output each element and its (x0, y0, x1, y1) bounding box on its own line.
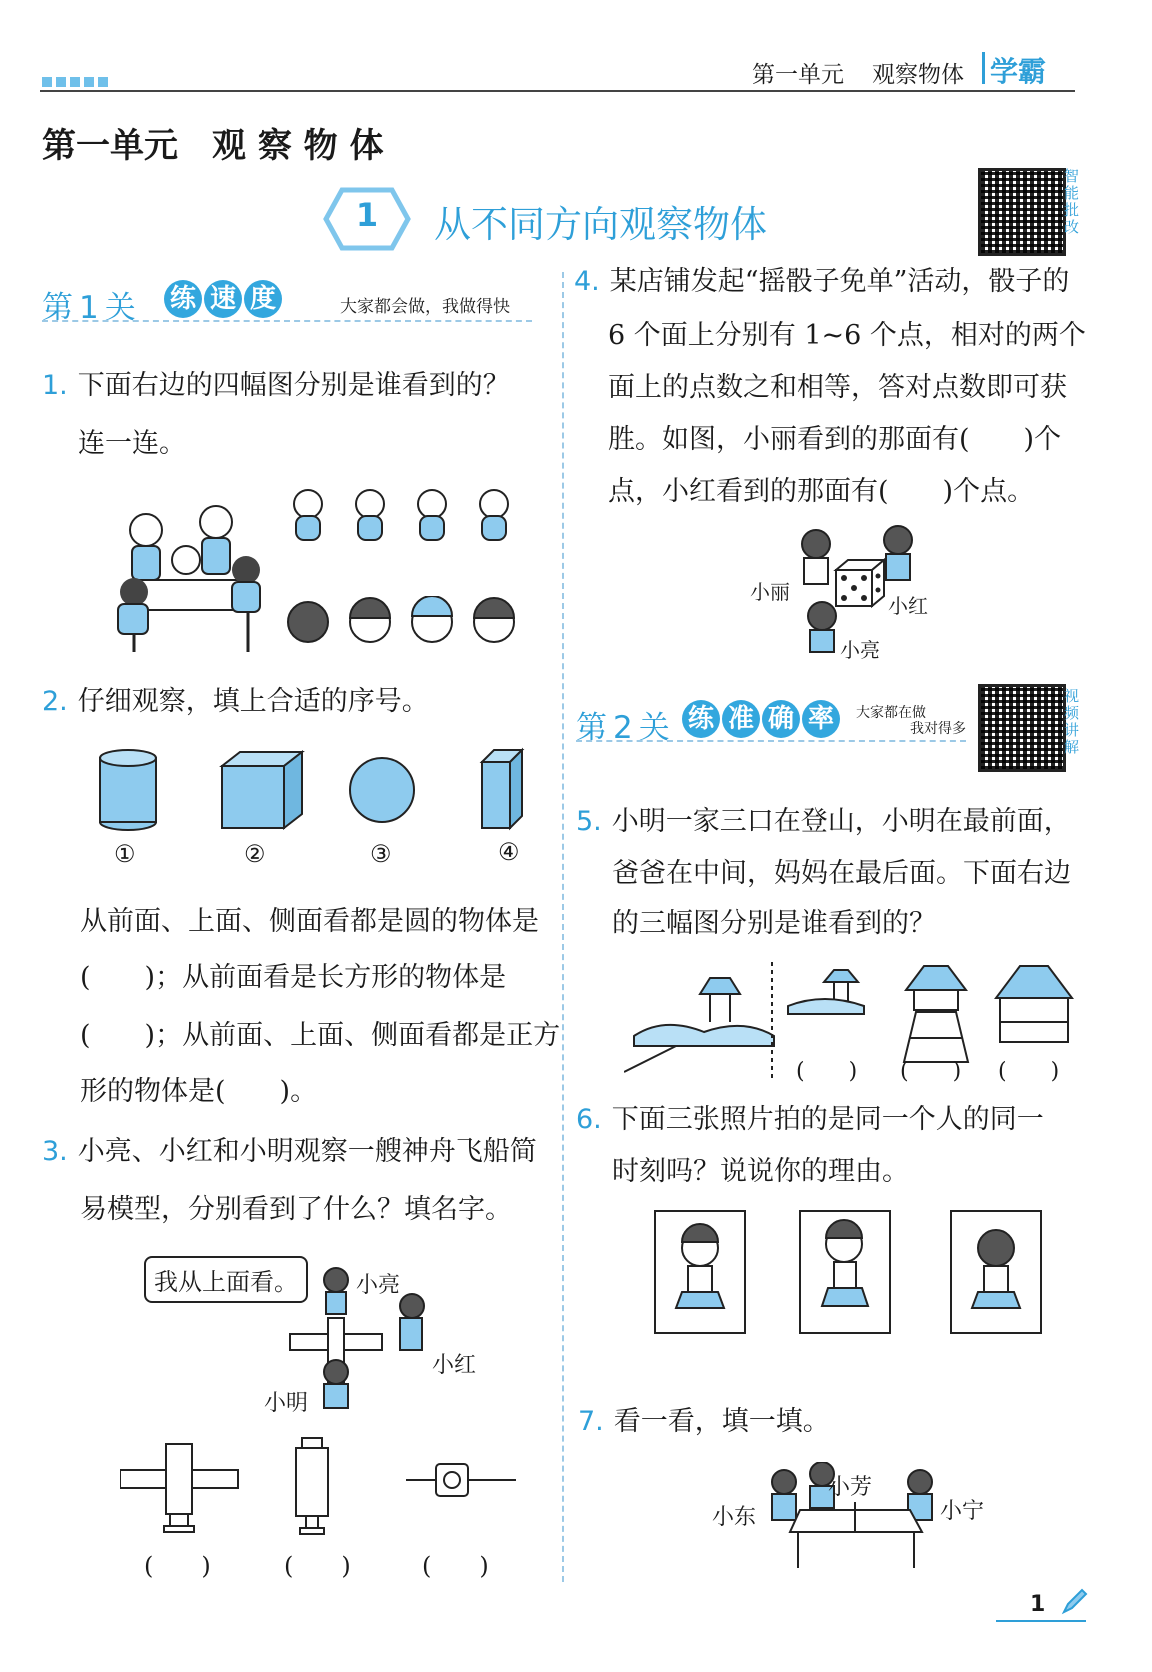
header-topic: 观察物体 (872, 62, 964, 88)
q2-line-1: 从前面、上面、侧面看都是圆的物体是 (80, 906, 539, 937)
column-divider (562, 272, 564, 1582)
level2-heading: 第 2 关 (576, 710, 670, 746)
q1-bear-views (282, 486, 522, 546)
q4-line-4: 胜。如图，小丽看到的那面有( )个 (608, 424, 1062, 455)
q6-photos (654, 1210, 1044, 1336)
q3-text: 3. 小亮、小红和小明观察一艘神舟飞船简 (42, 1136, 537, 1167)
level1-badges (164, 280, 284, 318)
q6-line-2: 时刻吗？说说你的理由。 (612, 1156, 909, 1187)
q5-line-3: 的三幅图分别是谁看到的？ (612, 908, 936, 939)
header-divider (982, 52, 985, 84)
level2-slogan-2: 我对得多 (910, 721, 966, 737)
level2-badge: 练 (682, 700, 720, 738)
level2-badge: 准 (722, 700, 760, 738)
footer-rule (996, 1620, 1086, 1622)
q3-scene-illustration (288, 1262, 438, 1412)
level1-rule (42, 320, 532, 322)
q5-blank-1[interactable]: ( ) (796, 1059, 858, 1084)
q3-speech-bubble: 我从上面看。 (144, 1256, 308, 1303)
q2-label-2: ② (244, 840, 266, 868)
level1-badge: 练 (164, 280, 202, 318)
header-unit: 第一单元 (752, 62, 844, 88)
q1-children-heads (282, 596, 522, 652)
q3-name-xiaoming: 小明 (264, 1391, 309, 1416)
q1-text: 1. 下面右边的四幅图分别是谁看到的？ (42, 370, 510, 401)
q3-blank-2[interactable]: ( ) (284, 1552, 351, 1580)
q7-name-xiaofang: 小芳 (828, 1475, 873, 1500)
q2-line-4: 形的物体是( )。 (80, 1076, 318, 1107)
level2-slogan-1: 大家都在做 (856, 705, 926, 721)
q4-name-xiaoliang: 小亮 (840, 638, 880, 662)
q3-name-xiaohong: 小红 (432, 1353, 477, 1378)
q1-text-2: 连一连。 (78, 428, 186, 459)
header-deco (42, 72, 108, 91)
q4-line-2: 6 个面上分别有 1~6 个点，相对的两个 (608, 320, 1086, 351)
q4-name-xiaohong: 小红 (888, 594, 928, 618)
q3-text-2: 易模型，分别看到了什么？填名字。 (80, 1194, 512, 1225)
q3-blank-1[interactable]: ( ) (144, 1552, 211, 1580)
q2-label-4: ④ (498, 838, 520, 866)
level1-slogan: 大家都会做，我做得快 (340, 297, 510, 317)
qr-code-top[interactable] (978, 168, 1066, 256)
lesson-title: 从不同方向观察物体 (434, 203, 767, 246)
q1-scene-illustration (106, 500, 266, 660)
q7-name-xiaoning: 小宁 (940, 1499, 985, 1524)
q6-line-1: 6. 下面三张照片拍的是同一个人的同一 (576, 1104, 1044, 1135)
q3-view-options (120, 1428, 530, 1548)
header-rule (40, 90, 1075, 92)
level1-heading: 第 1 关 (42, 290, 136, 326)
q4-name-xiaoli: 小丽 (750, 580, 790, 604)
level1-badge: 速 (204, 280, 242, 318)
q7-text: 7. 看一看，填一填。 (578, 1406, 830, 1437)
level2-badge: 率 (802, 700, 840, 738)
q5-blank-3[interactable]: ( ) (998, 1059, 1060, 1084)
page-title: 第一单元 观 察 物 体 (42, 126, 384, 166)
q2-label-3: ③ (370, 840, 392, 868)
page-number: 1 (1030, 1592, 1046, 1617)
lesson-number: 1 (355, 196, 379, 234)
qr-label-mid: 视频讲解 (1064, 687, 1080, 756)
level1-badge: 度 (244, 280, 282, 318)
q5-blank-2[interactable]: ( ) (900, 1059, 962, 1084)
q2-line-2: ( )；从前面看是长方形的物体是 (80, 962, 507, 993)
pencil-icon (1060, 1588, 1088, 1616)
q2-label-1: ① (114, 840, 136, 868)
level2-rule (576, 740, 966, 742)
header-brand: 学霸 (990, 55, 1047, 88)
q4-line-3: 面上的点数之和相等，答对点数即可获 (608, 372, 1067, 403)
q4-line-1: 4. 某店铺发起“摇骰子免单”活动，骰子的 (574, 266, 1070, 297)
q2-solids (90, 744, 540, 834)
q5-line-2: 爸爸在中间，妈妈在最后面。下面右边 (612, 858, 1071, 889)
q3-name-xiaoliang: 小亮 (356, 1273, 401, 1298)
q7-name-xiaodong: 小东 (712, 1505, 757, 1530)
q3-blank-3[interactable]: ( ) (422, 1552, 489, 1580)
qr-code-mid[interactable] (978, 684, 1066, 772)
q4-line-5: 点，小红看到的那面有( )个点。 (608, 476, 1035, 507)
q2-text: 2. 仔细观察，填上合适的序号。 (42, 686, 429, 717)
q2-line-3: ( )；从前面、上面、侧面看都是正方 (80, 1020, 561, 1051)
q5-line-1: 5. 小明一家三口在登山，小明在最前面， (576, 806, 1071, 837)
level2-badges (682, 700, 842, 738)
level2-badge: 确 (762, 700, 800, 738)
qr-label-top: 智能批改 (1064, 167, 1080, 236)
